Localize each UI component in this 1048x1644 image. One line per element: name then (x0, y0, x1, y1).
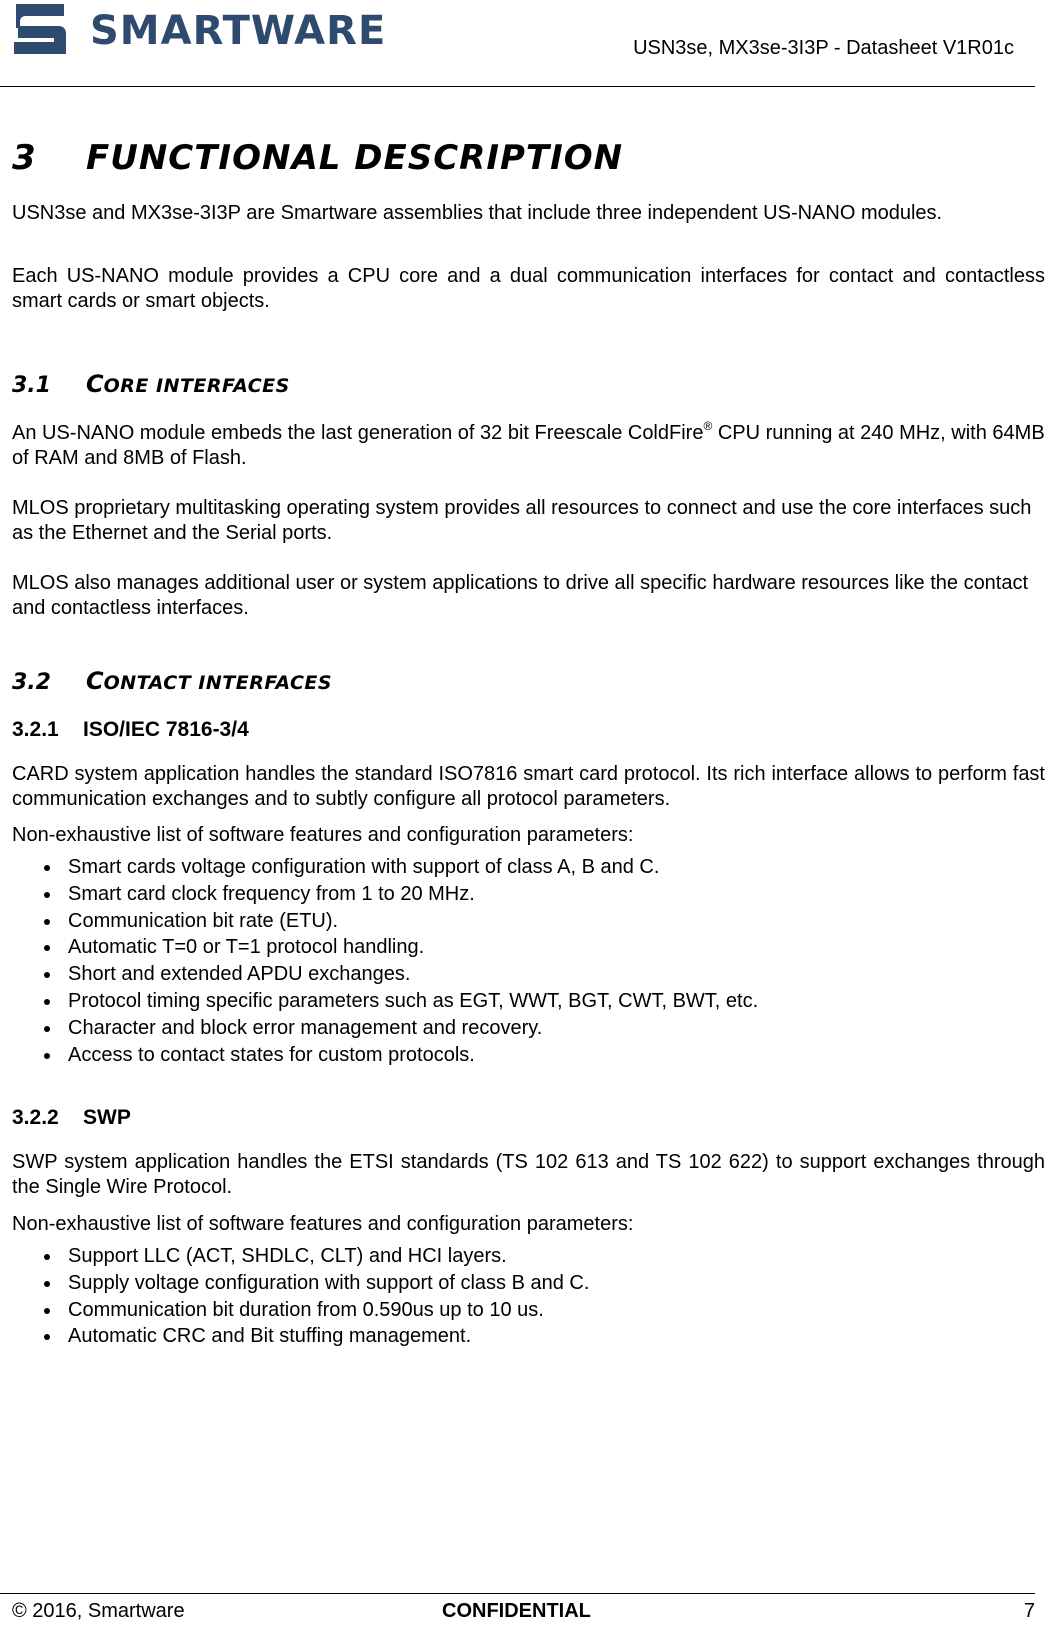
section-3-2-2-paragraph-1: SWP system application handles the ETSI standards (TS 102 613 and TS 102 622) to support exchanges through the Single Wire Protocol. (12, 1151, 1045, 1198)
swp-feature-list (12, 1243, 589, 1350)
list-item: Smart card clock frequency from 1 to 20 MHz. (12, 881, 758, 908)
list-item: Protocol timing specific parameters such as EGT, WWT, BGT, CWT, BWT, etc. (12, 988, 758, 1015)
paragraph-text: CPU running at 240 MHz, with 64MB of RAM and 8MB of Flash. (12, 422, 1045, 469)
section-3-heading (12, 138, 623, 178)
section-3-paragraph-1: USN3se and MX3se-3I3P are Smartware assemblies that include three independent US-NANO modules. (12, 202, 943, 224)
section-number: 3.2.2 (12, 1106, 59, 1129)
logo-wordmark: SMARTWARE (90, 8, 387, 54)
section-3-paragraph-2: Each US-NANO module provides a CPU core and a dual communication interfaces for contact and contactless smart cards or smart objects. (12, 265, 1045, 312)
list-item: Smart cards voltage configuration with support of class A, B and C. (12, 854, 758, 881)
section-3-1-heading (12, 370, 290, 398)
header-divider (0, 86, 1035, 87)
section-3-1-paragraph-3: MLOS also manages additional user or system applications to drive all specific hardware resources like the contact and contactless interfaces. (12, 572, 1029, 619)
page-footer (12, 1600, 1035, 1630)
section-3-2-1-heading (12, 718, 249, 742)
footer-divider (0, 1593, 1035, 1594)
list-item: Communication bit rate (ETU). (12, 908, 758, 935)
section-title-initial: C (86, 370, 104, 398)
section-3-2-2-heading (12, 1106, 131, 1130)
paragraph-text: An US-NANO module embeds the last generation of 32 bit Freescale ColdFire (12, 422, 704, 444)
section-title-rest: ORE INTERFACES (103, 375, 290, 397)
section-title-initial: C (86, 667, 104, 695)
section-3-1-paragraph-2: MLOS proprietary multitasking operating system provides all resources to connect and use the core interfaces such as the Ethernet and the Serial ports. (12, 497, 1032, 544)
list-item: Short and extended APDU exchanges. (12, 961, 758, 988)
page-number: 7 (1023, 1600, 1035, 1622)
smartware-logo (12, 2, 432, 65)
section-3-2-2-paragraph-2: Non-exhaustive list of software features and configuration parameters: (12, 1213, 634, 1235)
page-header (0, 0, 1048, 90)
list-item: Access to contact states for custom protocols. (12, 1042, 758, 1069)
section-title: FUNCTIONAL DESCRIPTION (86, 138, 624, 178)
section-number: 3 (12, 138, 37, 178)
section-title-rest: ONTACT INTERFACES (103, 672, 333, 694)
section-3-2-1-paragraph-1: CARD system application handles the standard ISO7816 smart card protocol. Its rich interface allows to perform fast communication exchanges and to subtly configure all protocol parameters. (12, 763, 1045, 810)
section-3-2-heading (12, 667, 332, 695)
list-item: Automatic CRC and Bit stuffing management. (12, 1323, 589, 1350)
registered-mark: ® (703, 419, 713, 433)
list-item: Supply voltage configuration with support of class B and C. (12, 1270, 589, 1297)
list-item: Character and block error management and recovery. (12, 1015, 758, 1042)
section-title: SWP (83, 1106, 131, 1129)
section-number: 3.2.1 (12, 718, 59, 741)
copyright-notice: © 2016, Smartware (12, 1600, 185, 1622)
document-reference: USN3se, MX3se-3I3P - Datasheet V1R01c (633, 37, 1014, 59)
section-3-1-paragraph-1 (12, 421, 1045, 471)
section-3-2-1-paragraph-2: Non-exhaustive list of software features and configuration parameters: (12, 824, 634, 846)
list-item: Support LLC (ACT, SHDLC, CLT) and HCI layers. (12, 1243, 589, 1270)
list-item: Automatic T=0 or T=1 protocol handling. (12, 934, 758, 961)
section-number: 3.2 (12, 670, 51, 695)
confidential-label: CONFIDENTIAL (442, 1600, 591, 1622)
iso7816-feature-list (12, 854, 758, 1068)
section-title: ISO/IEC 7816-3/4 (83, 718, 249, 741)
section-number: 3.1 (12, 373, 51, 398)
list-item: Communication bit duration from 0.590us up to 10 us. (12, 1297, 589, 1324)
